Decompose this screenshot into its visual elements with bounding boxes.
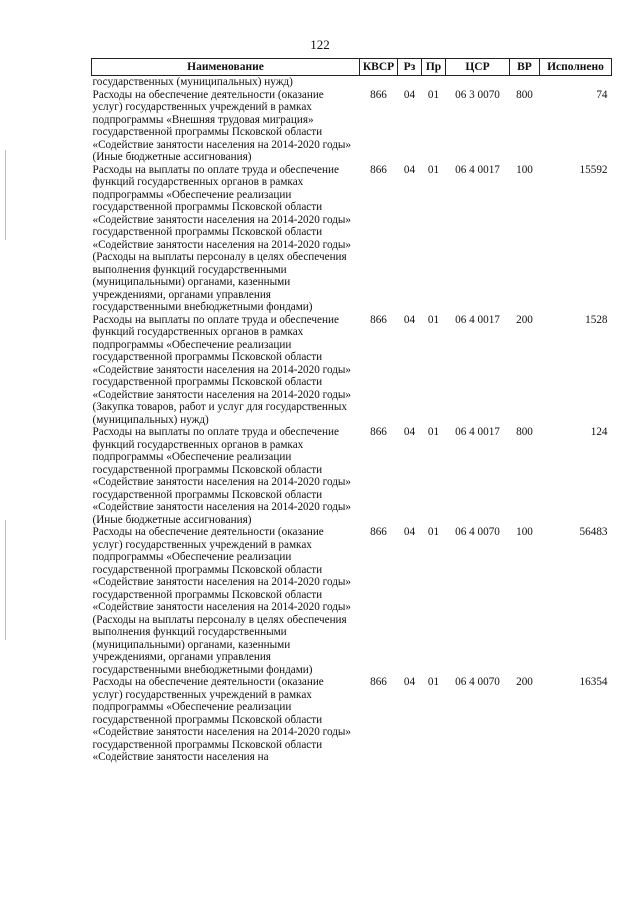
row-pr: 01	[427, 526, 440, 538]
row-csr: 06 4 0017	[455, 313, 500, 326]
table-row	[92, 526, 612, 676]
row-pr: 01	[427, 313, 440, 326]
row-rz: 04	[403, 88, 416, 101]
row-vr: 100	[516, 526, 533, 538]
table-row	[92, 426, 612, 526]
continuation-row	[92, 76, 612, 89]
header-name: Наименование	[92, 59, 360, 76]
table-header-row	[92, 59, 612, 76]
row-vr: 800	[516, 426, 533, 438]
header-pr: Пр	[422, 59, 446, 76]
row-kvsr: 866	[370, 676, 387, 688]
row-pr: 01	[427, 163, 440, 176]
table-row	[92, 164, 612, 314]
row-vr: 800	[516, 88, 533, 101]
table-row	[92, 89, 612, 164]
row-rz: 04	[403, 313, 416, 326]
row-executed: 74	[596, 88, 608, 101]
budget-table	[91, 58, 612, 764]
header-vr: ВР	[510, 59, 540, 76]
row-vr: 100	[516, 163, 533, 176]
header-kvsr: КВСР	[360, 59, 398, 76]
row-rz: 04	[403, 676, 416, 688]
row-kvsr: 866	[370, 88, 387, 101]
row-kvsr: 866	[370, 526, 387, 538]
row-csr: 06 4 0070	[455, 526, 500, 538]
header-rz: Рз	[398, 59, 422, 76]
row-name: Расходы на выплаты по оплате труда и обеспечение функций государственных органов в рамках подпрограммы «Обеспечение реализации государственной программы Псковской области «Содействие занятости населения на 2014-2020 годы» государственной программы Псковской области «Содействие занятости населения на 2014-2020 годы» (Расходы на выплаты персоналу в целях обеспечения выполнения функций государственными (муниципальными) органами, казенными учреждениями, органами управления государственными внебюджетными фондами)	[92, 163, 352, 313]
table-row	[92, 314, 612, 427]
row-kvsr: 866	[370, 163, 387, 176]
row-kvsr: 866	[370, 313, 387, 326]
header-executed: Исполнено	[540, 59, 612, 76]
row-csr: 06 4 0070	[455, 676, 500, 688]
row-name: Расходы на обеспечение деятельности (оказание услуг) государственных учреждений в рамках подпрограммы «Обеспечение реализации государственной программы Псковской области «Содействие занятости населения на 2014-2020 годы» государственной программы Псковской области «Содействие занятости населения на	[92, 676, 352, 763]
table-row	[92, 676, 612, 764]
row-executed: 124	[590, 426, 608, 438]
continuation-text: государственных (муниципальных) нужд)	[92, 76, 293, 88]
row-name: Расходы на выплаты по оплате труда и обеспечение функций государственных органов в рамках подпрограммы «Обеспечение реализации государственной программы Псковской области «Содействие занятости населения на 2014-2020 годы» государственной программы Псковской области «Содействие занятости населения на 2014-2020 годы» (Закупка товаров, работ и услуг для государственных (муниципальных) нужд)	[92, 313, 352, 426]
row-rz: 04	[403, 426, 416, 438]
row-csr: 06 4 0017	[455, 426, 500, 438]
row-name: Расходы на обеспечение деятельности (оказание услуг) государственных учреждений в рамках подпрограммы «Внешняя трудовая миграция» государственной программы Псковской области «Содействие занятости населения на 2014-2020 годы» (Иные бюджетные ассигнования)	[92, 88, 352, 163]
row-vr: 200	[516, 313, 533, 326]
row-pr: 01	[427, 676, 440, 688]
row-executed: 16354	[579, 676, 608, 688]
scan-edge-mark	[5, 520, 6, 640]
page-number: 122	[310, 37, 330, 52]
row-pr: 01	[427, 88, 440, 101]
row-executed: 56483	[579, 526, 608, 538]
row-executed: 1528	[585, 313, 608, 326]
row-csr: 06 3 0070	[455, 88, 500, 101]
row-name: Расходы на выплаты по оплате труда и обеспечение функций государственных органов в рамках подпрограммы «Обеспечение реализации государственной программы Псковской области «Содействие занятости населения на 2014-2020 годы» государственной программы Псковской области «Содействие занятости населения на 2014-2020 годы» (Иные бюджетные ассигнования)	[92, 426, 352, 526]
row-kvsr: 866	[370, 426, 387, 438]
row-executed: 15592	[579, 163, 608, 176]
scan-edge-mark	[5, 150, 6, 240]
header-csr: ЦСР	[446, 59, 510, 76]
row-vr: 200	[516, 676, 533, 688]
row-rz: 04	[403, 163, 416, 176]
row-csr: 06 4 0017	[455, 163, 500, 176]
row-pr: 01	[427, 426, 440, 438]
row-rz: 04	[403, 526, 416, 538]
row-name: Расходы на обеспечение деятельности (оказание услуг) государственных учреждений в рамках подпрограммы «Обеспечение реализации государственной программы Псковской области «Содействие занятости населения на 2014-2020 годы» государственной программы Псковской области «Содействие занятости населения на 2014-2020 годы» (Расходы на выплаты персоналу в целях обеспечения выполнения функций государственными (муниципальными) органами, казенными учреждениями, органами управления государственными внебюджетными фондами)	[92, 526, 352, 676]
